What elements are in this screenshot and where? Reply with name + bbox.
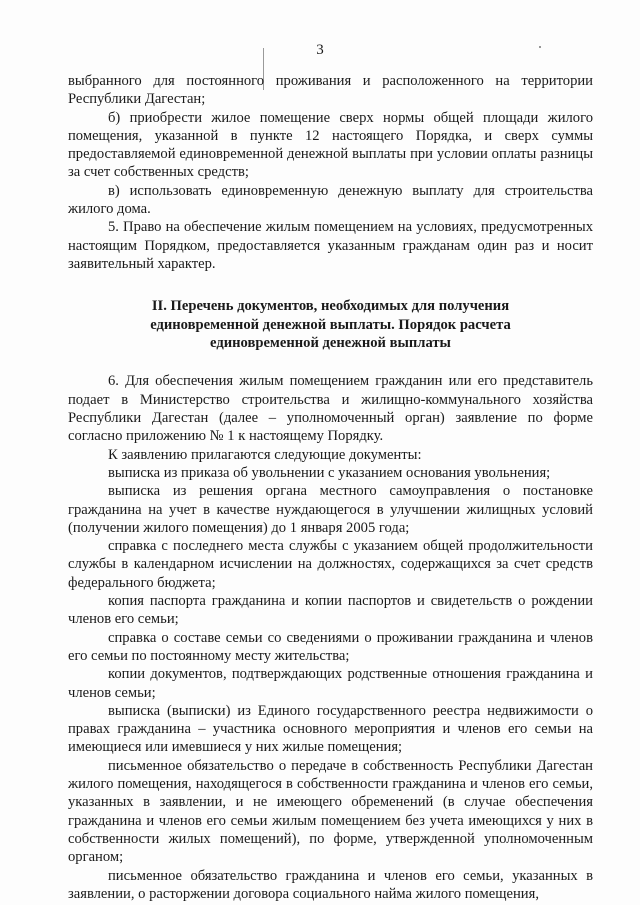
list-item-dismissal-order: выписка из приказа об увольнении с указанием основания увольнения; [108,464,551,481]
list-item-kinship-documents: копии документов, подтверждающих родственные отношения гражданина и членов семьи; [68,666,593,701]
list-item-termination-obligation: письменное обязательство гражданина и членов его семьи, указанных в заявлении, о расторжении договора социального найма жилого помещения, [68,867,593,902]
page-number: 3 [316,42,324,58]
document-body [68,72,593,903]
list-item-local-decision: выписка из решения органа местного самоуправления о постановке гражданина на учет в качестве нуждающегося в улучшении жилищных условий (получении жилого помещения) до 1 января 2005 года; [68,483,593,536]
paragraph-option-v: в) использовать единовременную денежную выплату для строительства жилого дома. [68,182,593,218]
list-item-passport-copies: копия паспорта гражданина и копии паспортов и свидетельств о рождении членов его семьи; [68,593,593,628]
scan-speck [539,46,541,48]
list-item-registry-extract: выписка (выписки) из Единого государственного реестра недвижимости о правах гражданина – участника основного мероприятия и членов его семьи на имеющиеся или имевшиеся у них жилые помещения; [68,702,593,756]
paragraph-continuation: выбранного для постоянного проживания и расположенного на территории Республики Дагестан; [68,73,593,108]
paragraph-documents-intro: К заявлению прилагаются следующие документы: [108,446,422,463]
list-item-transfer-obligation: письменное обязательство о передаче в собственность Республики Дагестан жилого помещения, находящегося в собственности гражданина и членов его семьи, указанных в заявлении, и не имеющего обременений (в случае обеспечения гражданина и членов его семьи жилым помещением без учета имеющихся у них в собственности жилых помещений), по форме, утвержденной уполномоченным органом; [68,757,593,866]
section-heading: II. Перечень документов, необходимых для получения единовременной денежной выплаты. Порядок расчета единовременной денежной выплаты [150,298,511,352]
paragraph-item-6: 6. Для обеспечения жилым помещением гражданин или его представитель подает в Министерство строительства и жилищно-коммунального хозяйства Республики Дагестан (далее – уполномоченный орган) заявление по форме согласно приложению № 1 к настоящему Порядку. [68,373,593,445]
list-item-family-certificate: справка о составе семьи со сведениями о проживании гражданина и членов его семьи по постоянному месту жительства; [68,629,593,664]
paragraph-item-5: 5. Право на обеспечение жилым помещением на условиях, предусмотренных настоящим Порядком, предоставляется указанным гражданам один раз и носит заявительный характер. [68,219,593,272]
paragraph-option-b: б) приобрести жилое помещение сверх нормы общей площади жилого помещения, указанной в пункте 12 настоящего Порядка, и сверх суммы предоставляемой единовременной денежной выплаты при условии оплаты разницы за счет собственных средств; [68,109,593,181]
list-item-service-certificate: справка с последнего места службы с указанием общей продолжительности службы в календарном исчислении на должностях, содержащихся за счет средств федерального бюджета; [68,538,593,591]
